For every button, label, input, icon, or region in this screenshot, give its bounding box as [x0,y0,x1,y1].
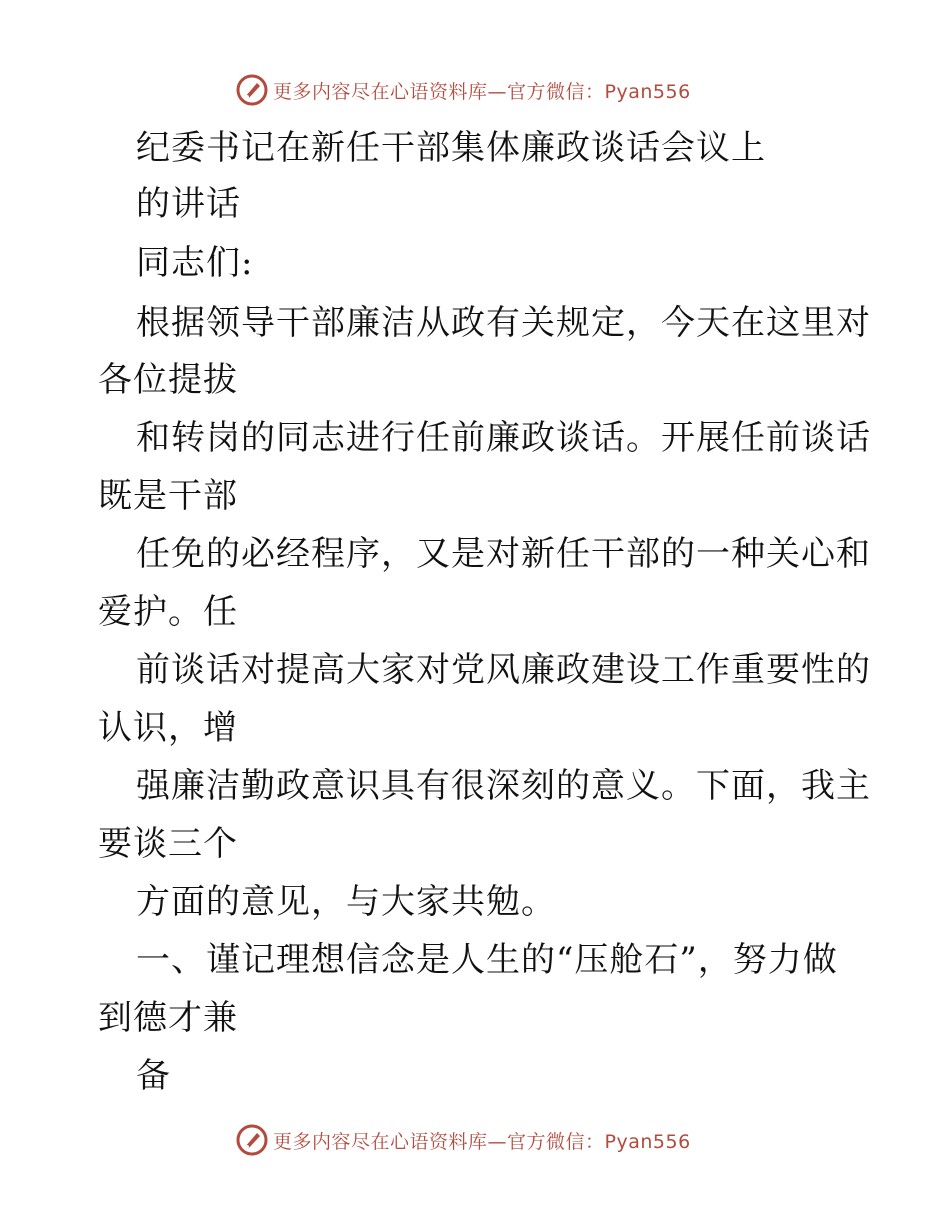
footer-banner [235,1123,691,1157]
text-line: 认识，增 [98,708,238,748]
banner-text: 更多内容尽在心语资料库—官方微信：Pyan556 [273,80,691,103]
text-line: 既是干部 [98,476,238,516]
text-line: 任免的必经程序，又是对新任干部的一种关心和 [136,534,871,574]
title-line-2: 的讲话 [136,184,241,224]
section-heading-line: 一、谨记理想信念是人生的“压舱石”，努力做 [136,940,838,980]
text-line: 前谈话对提高大家对党风廉政建设工作重要性的 [136,650,871,690]
title-line-1: 纪委书记在新任干部集体廉政谈话会议上 [136,128,766,168]
wechat-handle: Pyan556 [604,80,691,103]
text-line: 和转岗的同志进行任前廉政谈话。开展任前谈话 [136,418,871,458]
text-line: 各位提拔 [98,360,238,400]
wechat-handle: Pyan556 [604,1130,691,1153]
text-line: 要谈三个 [98,824,238,864]
text-line: 强廉洁勤政意识具有很深刻的意义。下面，我主 [136,766,871,806]
banner-text: 更多内容尽在心语资料库—官方微信：Pyan556 [273,1130,691,1153]
salutation: 同志们: [136,243,254,283]
section-heading-line: 到德才兼 [98,998,238,1038]
text-line: 方面的意见，与大家共勉。 [136,882,556,922]
text-line: 根据领导干部廉洁从政有关规定，今天在这里对 [136,303,871,343]
section-heading-line: 备 [136,1056,171,1096]
text-line: 爱护。任 [98,592,238,632]
pen-nib-icon [235,1123,269,1157]
